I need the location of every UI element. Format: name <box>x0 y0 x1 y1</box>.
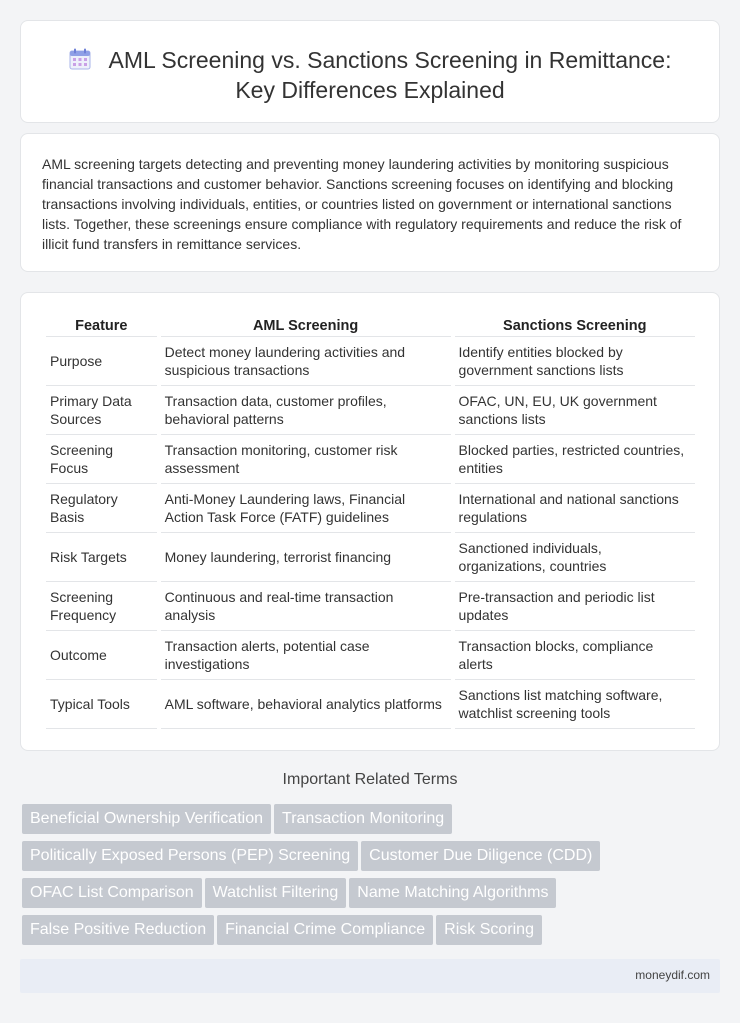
row-feature: Primary Data Sources <box>46 386 157 435</box>
page-title <box>21 45 719 105</box>
table-row <box>46 484 695 533</box>
header-sanctions: Sanctions Screening <box>455 315 695 337</box>
table-row <box>46 337 695 386</box>
table-row <box>46 631 695 680</box>
row-sanctions: International and national sanctions regulations <box>455 484 695 533</box>
tag-risk-scoring[interactable]: Risk Scoring <box>436 915 542 945</box>
footer-site[interactable]: moneydif.com <box>635 968 710 982</box>
row-feature: Typical Tools <box>46 680 157 729</box>
row-aml: Transaction data, customer profiles, behavioral patterns <box>161 386 451 435</box>
footer <box>20 959 720 993</box>
tag-pep-screening[interactable]: Politically Exposed Persons (PEP) Screening <box>22 841 358 871</box>
table-header-row <box>46 315 695 337</box>
tag-financial-crime-compliance[interactable]: Financial Crime Compliance <box>217 915 433 945</box>
row-sanctions: Identify entities blocked by government sanctions lists <box>455 337 695 386</box>
title-line-2: Key Differences Explained <box>235 77 505 103</box>
row-aml: Transaction alerts, potential case investigations <box>161 631 451 680</box>
tag-row <box>22 915 722 952</box>
related-terms-tags <box>22 804 722 952</box>
tag-false-positive-reduction[interactable]: False Positive Reduction <box>22 915 214 945</box>
tag-watchlist-filtering[interactable]: Watchlist Filtering <box>205 878 347 908</box>
row-sanctions: Sanctions list matching software, watchlist screening tools <box>455 680 695 729</box>
tag-beneficial-ownership[interactable]: Beneficial Ownership Verification <box>22 804 271 834</box>
row-feature: Purpose <box>46 337 157 386</box>
row-sanctions: Pre-transaction and periodic list updates <box>455 582 695 631</box>
row-feature: Regulatory Basis <box>46 484 157 533</box>
tag-row <box>22 804 722 841</box>
row-aml: Continuous and real-time transaction analysis <box>161 582 451 631</box>
tag-row <box>22 841 722 878</box>
intro-text: AML screening targets detecting and preventing money laundering activities by monitoring suspicious financial transactions and customer behavior. Sanctions screening focuses on identifying and blocking transactions involving individuals, entities, or countries listed on government or international sanctions lists. Together, these screenings ensure compliance with regulatory requirements and reduce the risk of illicit fund transfers in remittance services. <box>42 156 682 252</box>
row-aml: Anti-Money Laundering laws, Financial Action Task Force (FATF) guidelines <box>161 484 451 533</box>
table-row <box>46 386 695 435</box>
title-line-1: AML Screening vs. Sanctions Screening in Remittance: <box>108 47 672 73</box>
tag-ofac-list-comparison[interactable]: OFAC List Comparison <box>22 878 202 908</box>
calendar-icon <box>69 48 91 70</box>
row-aml: Money laundering, terrorist financing <box>161 533 451 582</box>
table-row <box>46 435 695 484</box>
tag-customer-due-diligence[interactable]: Customer Due Diligence (CDD) <box>361 841 600 871</box>
row-feature: Outcome <box>46 631 157 680</box>
row-sanctions: Sanctioned individuals, organizations, countries <box>455 533 695 582</box>
header-feature: Feature <box>46 315 157 337</box>
row-feature: Screening Frequency <box>46 582 157 631</box>
comparison-table <box>42 315 699 729</box>
row-aml: Detect money laundering activities and suspicious transactions <box>161 337 451 386</box>
tag-transaction-monitoring[interactable]: Transaction Monitoring <box>274 804 452 834</box>
row-feature: Screening Focus <box>46 435 157 484</box>
tag-name-matching[interactable]: Name Matching Algorithms <box>349 878 556 908</box>
tag-row <box>22 878 722 915</box>
related-terms-title: Important Related Terms <box>282 771 458 788</box>
row-sanctions: Blocked parties, restricted countries, entities <box>455 435 695 484</box>
row-sanctions: Transaction blocks, compliance alerts <box>455 631 695 680</box>
comparison-card <box>20 292 720 751</box>
table-row <box>46 533 695 582</box>
row-feature: Risk Targets <box>46 533 157 582</box>
row-sanctions: OFAC, UN, EU, UK government sanctions lists <box>455 386 695 435</box>
table-row <box>46 582 695 631</box>
title-card <box>20 20 720 123</box>
header-aml: AML Screening <box>161 315 451 337</box>
row-aml: Transaction monitoring, customer risk assessment <box>161 435 451 484</box>
table-row <box>46 680 695 729</box>
intro-card <box>20 133 720 272</box>
row-aml: AML software, behavioral analytics platforms <box>161 680 451 729</box>
